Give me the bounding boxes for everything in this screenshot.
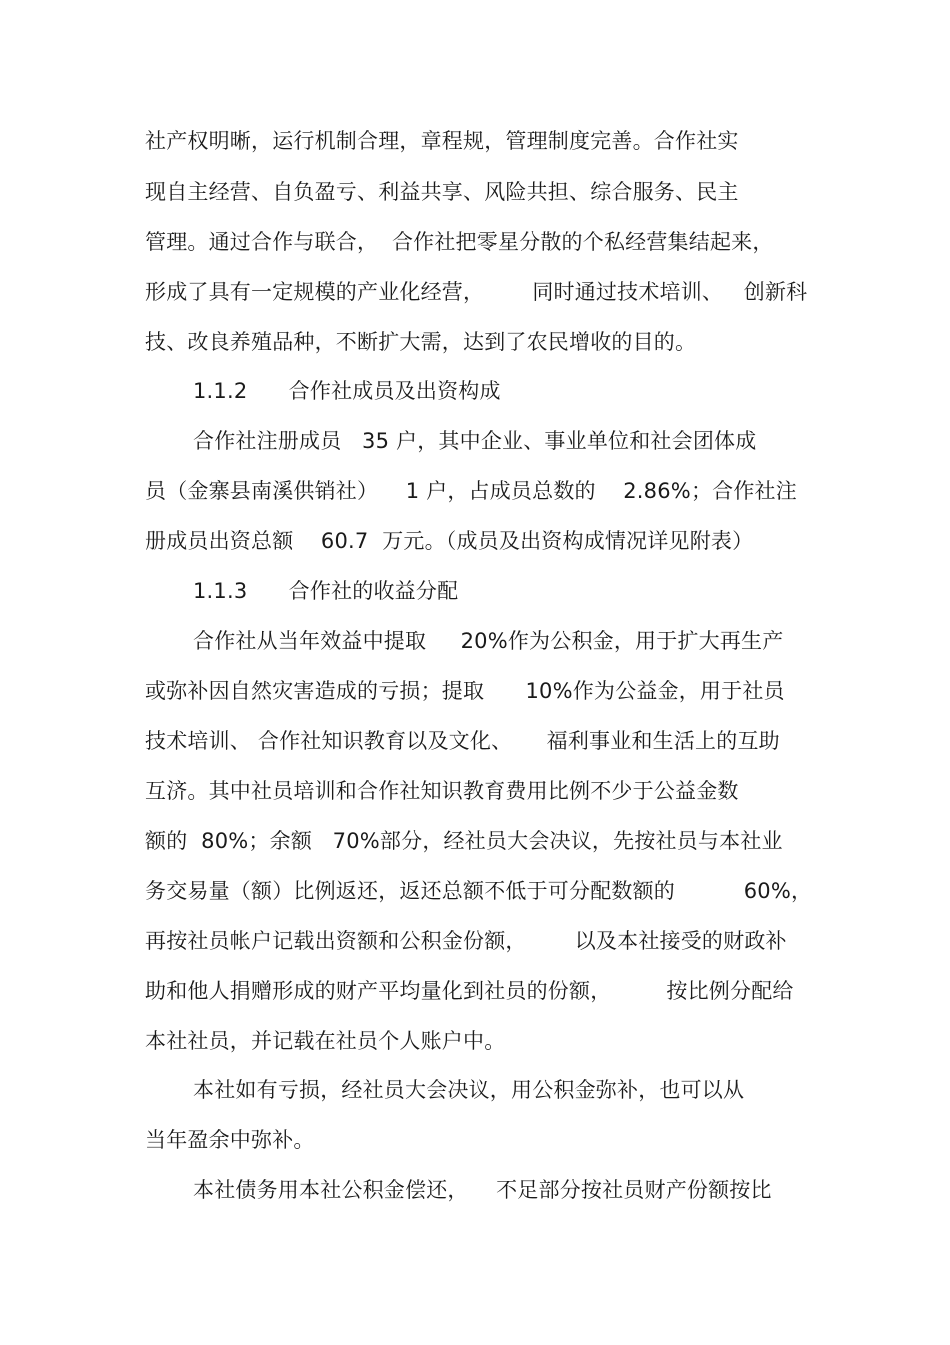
text-line: 当年盈余中弥补。 bbox=[145, 1128, 315, 1152]
text-line: 形成了具有一定规模的产业化经营， 同时通过技术培训、 创新科 bbox=[145, 280, 808, 304]
paragraph-first-line: 合作社从当年效益中提取 20%作为公积金，用于扩大再生产 bbox=[193, 629, 784, 653]
text-line: 或弥补因自然灾害造成的亏损；提取 10%作为公益金，用于社员 bbox=[145, 679, 785, 703]
text-line: 社产权明晰，运行机制合理，章程规，管理制度完善。合作社实 bbox=[145, 129, 739, 153]
text-line: 技、改良养殖品种，不断扩大需，达到了农民增收的目的。 bbox=[145, 330, 697, 354]
text-line: 本社社员，并记载在社员个人账户中。 bbox=[145, 1029, 506, 1053]
paragraph-first-line: 本社债务用本社公积金偿还， 不足部分按社员财产份额按比 bbox=[193, 1178, 772, 1202]
paragraph-first-line: 合作社注册成员 35 户，其中企业、事业单位和社会团体成 bbox=[193, 429, 757, 453]
text-line: 互济。其中社员培训和合作社知识教育费用比例不少于公益金数 bbox=[145, 779, 739, 803]
text-line: 员（金寨县南溪供销社） 1 户，占成员总数的 2.86%；合作社注 bbox=[145, 479, 797, 503]
text-line: 现自主经营、自负盈亏、利益共享、风险共担、综合服务、民主 bbox=[145, 180, 739, 204]
text-line: 助和他人捐赠形成的财产平均量化到社员的份额， 按比例分配给 bbox=[145, 979, 794, 1003]
paragraph-first-line: 本社如有亏损，经社员大会决议，用公积金弥补，也可以从 bbox=[193, 1078, 745, 1102]
text-line: 管理。通过合作与联合， 合作社把零星分散的个私经营集结起来， bbox=[145, 230, 774, 254]
text-line: 册成员出资总额 60.7 万元。（成员及出资构成情况详见附表） bbox=[145, 529, 754, 553]
section-heading: 1.1.2 合作社成员及出资构成 bbox=[193, 379, 501, 403]
text-line: 额的 80%；余额 70%部分，经社员大会决议，先按社员与本社业 bbox=[145, 829, 783, 853]
text-line: 再按社员帐户记载出资额和公积金份额， 以及本社接受的财政补 bbox=[145, 929, 787, 953]
section-heading: 1.1.3 合作社的收益分配 bbox=[193, 579, 459, 603]
text-line: 技术培训、 合作社知识教育以及文化、 福利事业和生活上的互助 bbox=[145, 729, 780, 753]
text-line: 务交易量（额）比例返还，返还总额不低于可分配数额的 60%， bbox=[145, 879, 813, 903]
